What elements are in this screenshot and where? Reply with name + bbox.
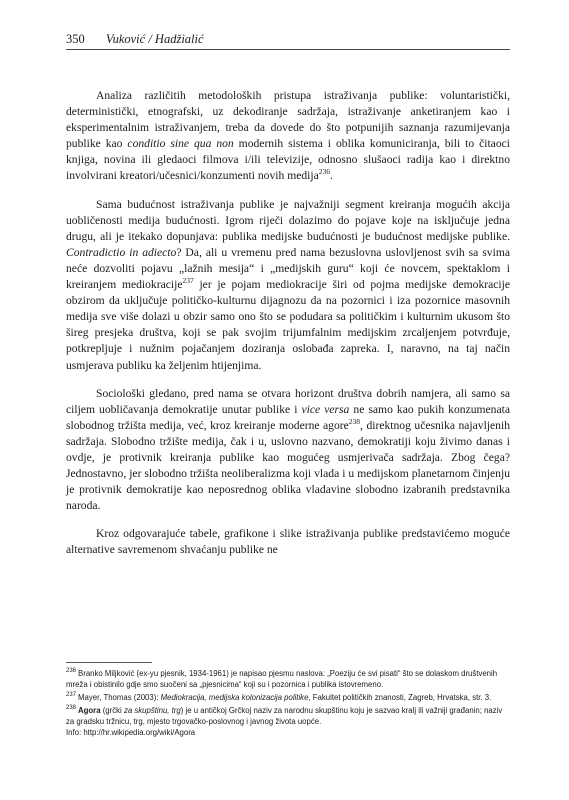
footnote-238: $^{238}$ Agora (grčki za skupštinu, trg) je u antičkoj Grčkoj naziv za narodnu skupštinu koju je sazvao kralj ili važniji građanin; naziv za gradsku tržnicu, trg, mjesto trgovačko-poslovnog i javnog života uopće. Info: http://hr.wikipedia.org/wiki/Agora [66, 705, 503, 737]
footnote-ref-238: 238 [348, 416, 361, 426]
paragraph-1: Analiza različitih metodoloških pristupa istraživanja publike: voluntaristički, deterministički, etnografski, uz dekodiranje sadržaja, istraživanje anketiranjem kao i eksperimentalnim istraživanjem, treba da dovede do što potpunijih saznanja razumijevanja publike kao conditio sine qua non modernih sistema i oblika komuniciranja, bili to čitaoci knjiga, novina ili gledaoci filmova i/ili televizije, odnosno slušaoci radija kao i direktno involvirani kreatori/učesnici/konzumenti novih medija$^{236}$. [66, 89, 510, 183]
footnotes [66, 668, 510, 740]
footnote-rule [66, 662, 152, 663]
running-head-authors: Vuković / Hadžialić [105, 32, 204, 46]
footnote-238-link: Info: http://hr.wikipedia.org/wiki/Agora [66, 728, 196, 737]
footnote-ref-237: 237 [182, 276, 194, 286]
paragraph-4: Kroz odgovarajuće tabele, grafikone i slike istraživanja publike predstavićemo moguće alternative savremenom shvaćanju publike ne [66, 527, 510, 557]
footnote-237: $^{237}$ Mayer, Thomas (2003): Mediokracija, medijska kolonizacija politike, Fakultet političkih znanosti, Zagreb, Hrvatska, str. 3. [66, 692, 492, 702]
page-number: 350 [66, 32, 85, 46]
running-header [66, 30, 506, 48]
header-rule [66, 49, 510, 50]
body-text [66, 88, 510, 559]
paragraph-2: Sama budućnost istraživanja publike je najvažniji segment kreiranja mogućih akcija uobličenosti medija budućnosti. Igrom riječi dolazimo do pojave koje na isključuje jedna drugu, ali je itekako dopunjava: publika medijske budućnosti je budućnost medijske publike. Contradictio in adiecto? Da, ali u vremenu pred nama bezuslovna uslovljenost svih sa svima neće dozvoliti pojavu „lažnih mesija“ i „medijskih guru“ koji će novcem, spektaklom i kreiranjem mediokracije$^{237}$ jer je pojam mediokracije širi od pojma medijske demokracije obzirom da uključuje političko-kulturnu dijagnozu da na pozornici i iza pozornice masovnih medija sve više dolazi u obzir samo ono što se podudara sa političkim i kulturnim ukusom što šireg presjeka društva, koji se pak svojim trijumfalnim medijskim zrcaljenjem potvrđuje, potkrepljuje i nužnim pojačanjem doziranja oslobađa zapreka. I, naravno, na taj način usmjerava publiku ka željenim htijenjima. [66, 197, 510, 372]
paragraph-3: Sociološki gledano, pred nama se otvara horizont društva dobrih namjera, ali samo sa ciljem uobličavanja demokratije unutar publike i vice versa ne samo kao pukih konzumenata slobodnog tržišta medija, već, kroz kreiranje moderne agore$^{238}$, direktnog učesnika najavljenih sadržaja. Slobodno tržište medija, čak i u, uslovno nazvano, demokratiji koju živimo danas i ovdje, je protivnik kreiranja publike kao mogućeg usmjerivača sadržaja. Zbog čega? Jednostavno, jer slobodno tržišta neoliberalizma koji vlada i u medijskom planetarnom činjenju je protivnik demokratije kao neposrednog oblika vladavine slobodno izabranih predstavnika naroda. [66, 386, 510, 513]
footnote-ref-236: 236 [318, 167, 330, 177]
footnote-236: $^{236}$ Branko Miljković (ex-yu pjesnik, 1934-1961) je napisao pjesmu naslova: „Poeziju će svi pisati“ što se dolaskom društvenih mreža i obistinilo gdje smo suočeni sa „pjesnicima“ koji su i pozornica i publika istovremeno. [66, 668, 498, 689]
